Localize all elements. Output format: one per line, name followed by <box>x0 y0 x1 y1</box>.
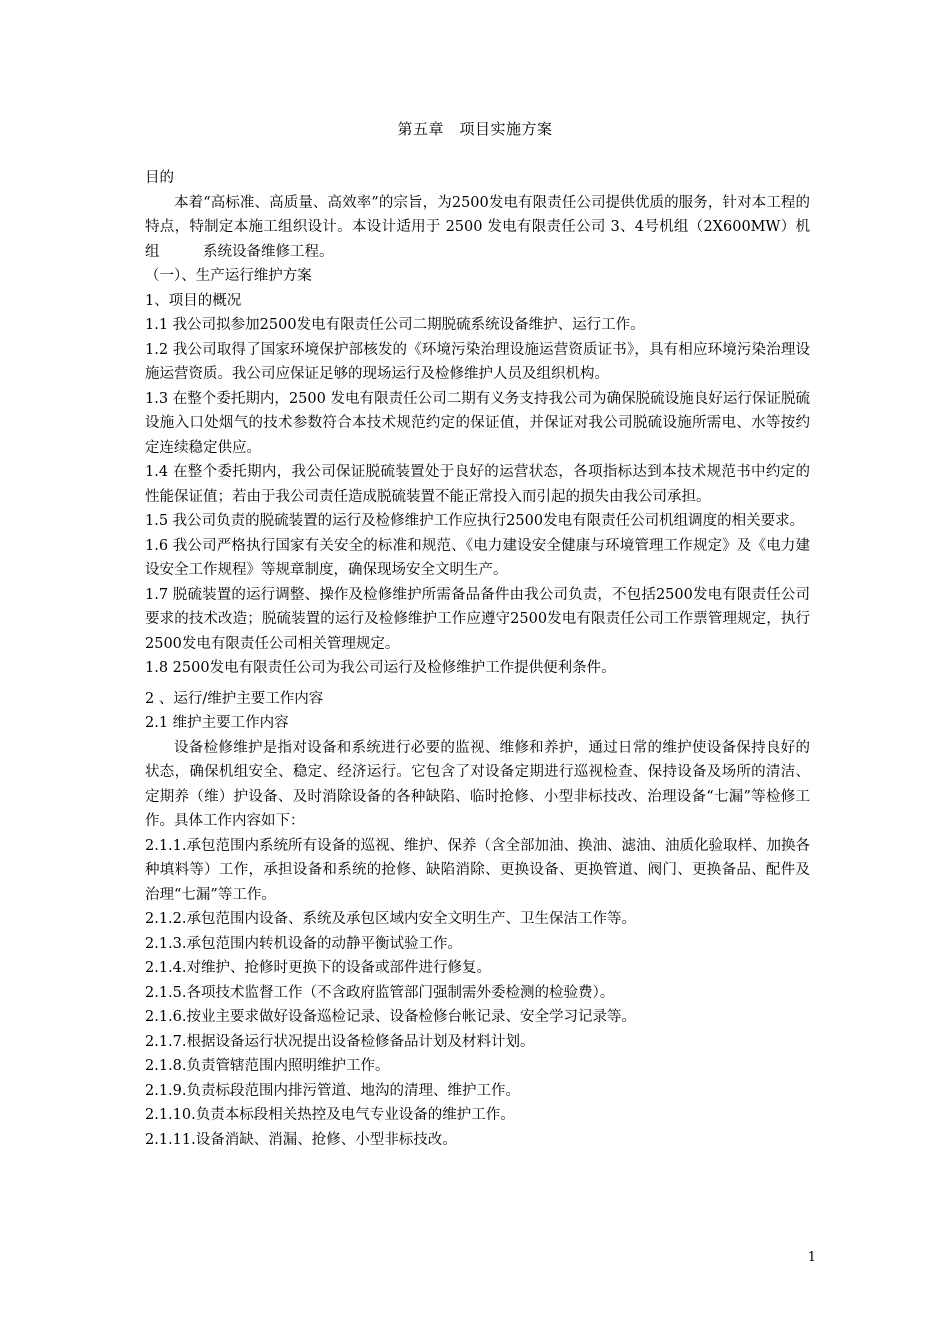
clause-2-1-4: 2.1.4.对维护、抢修时更换下的设备或部件进行修复。 <box>145 960 492 976</box>
paragraph-maintenance-definition: 设备检修维护是指对设备和系统进行必要的监视、维修和养护，通过日常的维护使设备保持良好的状态，确保机组安全、稳定、经济运行。它包含了对设备定期进行巡视检查、保持设备及场所的清洁、定期养（维）护设备、及时消除设备的各种缺陷、临时抢修、小型非标技改、治理设备“七漏”等检修工作。具体工作内容如下： <box>145 739 810 829</box>
page-number: 1 <box>807 1250 816 1265</box>
paragraph-purpose-heading: 目的 <box>145 170 174 186</box>
section-heading-main-work: 2 、运行/维护主要工作内容 <box>145 690 324 707</box>
clause-1-7: 1.7 脱硫装置的运行调整、操作及检修维护所需备品备件由我公司负责，不包括2500发电有限责任公司要求的技术改造；脱硫装置的运行及检修维护工作应遵守2500发电有限责任公司工作票管理规定，执行2500发电有限责任公司相关管理规定。 <box>145 586 810 652</box>
clause-2-1-11: 2.1.11.设备消缺、消漏、抢修、小型非标技改。 <box>145 1131 457 1148</box>
clause-1-5: 1.5 我公司负责的脱硫装置的运行及检修维护工作应执行2500发电有限责任公司机组调度的相关要求。 <box>145 513 805 529</box>
chapter-title: 第五章 项目实施方案 <box>397 120 553 138</box>
clause-2-1-6: 2.1.6.按业主要求做好设备巡检记录、设备检修台帐记录、安全学习记录等。 <box>145 1009 637 1025</box>
clause-2-1-10: 2.1.10.负责本标段相关热控及电气专业设备的维护工作。 <box>145 1107 515 1123</box>
clause-1-1: 1.1 我公司拟参加2500发电有限责任公司二期脱硫系统设备维护、运行工作。 <box>145 317 645 333</box>
document-body <box>145 166 810 1152</box>
clause-2-1-8: 2.1.8.负责管辖范围内照明维护工作。 <box>145 1058 390 1074</box>
clause-2-1-9: 2.1.9.负责标段范围内排污管道、地沟的清理、维护工作。 <box>145 1082 521 1099</box>
clause-1-8: 1.8 2500发电有限责任公司为我公司运行及检修维护工作提供便利条件。 <box>145 660 616 676</box>
clause-1-4: 1.4 在整个委托期内，我公司保证脱硫装置处于良好的运营状态，各项指标达到本技术规范书中约定的性能保证值；若由于我公司责任造成脱硫装置不能正常投入而引起的损失由我公司承担。 <box>145 464 810 505</box>
clause-2-1-3: 2.1.3.承包范围内转机设备的动静平衡试验工作。 <box>145 935 463 952</box>
clause-1-6: 1.6 我公司严格执行国家有关安全的标准和规范、《电力建设安全健康与环境管理工作规定》及《电力建设安全工作规程》等规章制度，确保现场安全文明生产。 <box>145 537 810 578</box>
clause-1-3: 1.3 在整个委托期内，2500 发电有限责任公司二期有义务支持我公司为确保脱硫设施良好运行保证脱硫设施入口处烟气的技术参数符合本技术规范约定的保证值，并保证对我公司脱硫设施所需电、水等按约定连续稳定供应。 <box>145 390 810 456</box>
section-heading-operation-plan: （一）、生产运行维护方案 <box>145 268 312 284</box>
paragraph-purpose-text: 本着“高标准、高质量、高效率”的宗旨，为2500发电有限责任公司提供优质的服务，针对本工程的特点，特制定本施工组织设计。本设计适用于 2500 发电有限责任公司 3、4号机组（2X600MW）机组 系统设备维修工程。 <box>145 194 810 260</box>
clause-2-1-2: 2.1.2.承包范围内设备、系统及承包区域内安全文明生产、卫生保洁工作等。 <box>145 911 637 927</box>
clause-1-2: 1.2 我公司取得了国家环境保护部核发的《环境污染治理设施运营资质证书》，具有相应环境污染治理设施运营资质。我公司应保证足够的现场运行及检修维护人员及组织机构。 <box>145 341 810 382</box>
section-heading-maintenance-work: 2.1 维护主要工作内容 <box>145 715 289 731</box>
section-heading-project-overview: 1、项目的概况 <box>145 292 242 309</box>
clause-2-1-5: 2.1.5.各项技术监督工作（不含政府监管部门强制需外委检测的检验费）。 <box>145 984 615 1001</box>
clause-2-1-1: 2.1.1.承包范围内系统所有设备的巡视、维护、保养（含全部加油、换油、滤油、油质化验取样、加换各种填料等）工作，承担设备和系统的抢修、缺陷消除、更换设备、更换管道、阀门、更换备品、配件及治理“七漏”等工作。 <box>145 837 810 903</box>
clause-2-1-7: 2.1.7.根据设备运行状况提出设备检修备品计划及材料计划。 <box>145 1033 535 1050</box>
